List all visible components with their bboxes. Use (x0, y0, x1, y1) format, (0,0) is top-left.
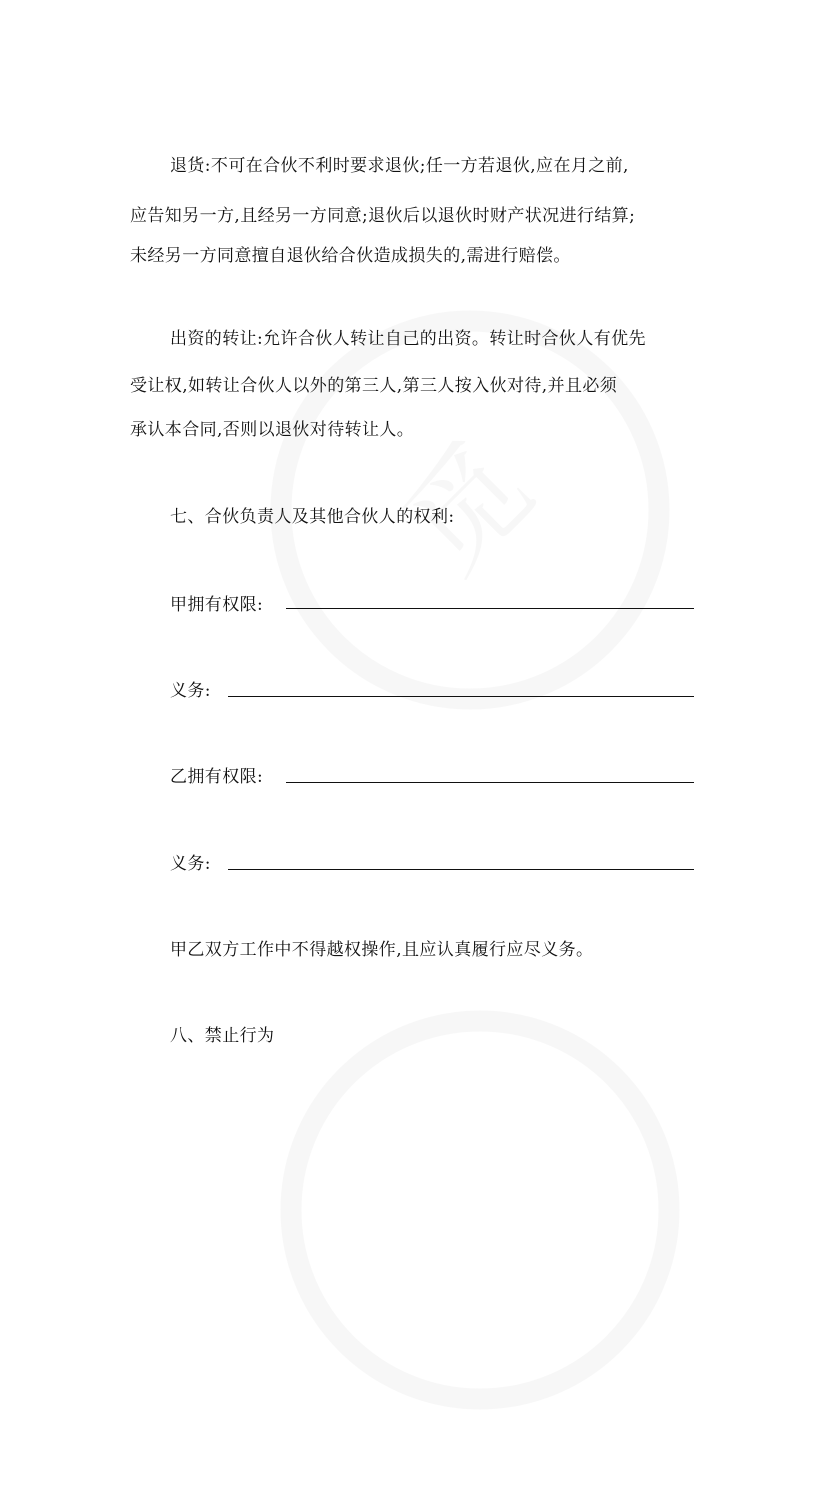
para1-line1: 退货:不可在合伙不利时要求退伙;任一方若退伙,应在月之前, (170, 156, 629, 176)
party-b-duties-blank[interactable] (228, 869, 694, 870)
party-a-duties-label: 义务: (170, 681, 211, 701)
party-b-rights-label: 乙拥有权限: (170, 767, 264, 787)
party-a-rights-blank[interactable] (286, 608, 694, 609)
party-a-rights-label: 甲拥有权限: (170, 595, 264, 615)
para1-line3: 未经另一方同意擅自退伙给合伙造成损失的,需进行赔偿。 (130, 246, 571, 266)
section7-heading: 七、合伙负责人及其他合伙人的权利: (170, 507, 455, 527)
para2-line1: 出资的转让:允许合伙人转让自己的出资。转让时合伙人有优先 (170, 329, 646, 349)
party-a-duties-blank[interactable] (228, 696, 694, 697)
party-b-duties-label: 义务: (170, 854, 211, 874)
para2-line3: 承认本合同,否则以退伙对待转让人。 (130, 420, 415, 440)
watermark-logo-bottom (183, 913, 777, 1507)
para1-line2: 应告知另一方,且经另一方同意;退伙后以退伙时财产状况进行结算; (130, 206, 636, 226)
party-b-rights-blank[interactable] (286, 782, 694, 783)
para2-line2: 受让权,如转让合伙人以外的第三人,第三人按入伙对待,并且必须 (130, 376, 618, 396)
svg-text:觅: 觅 (378, 418, 559, 599)
section8-heading: 八、禁止行为 (170, 1026, 275, 1046)
statement-line: 甲乙双方工作中不得越权操作,且应认真履行应尽义务。 (170, 940, 594, 960)
